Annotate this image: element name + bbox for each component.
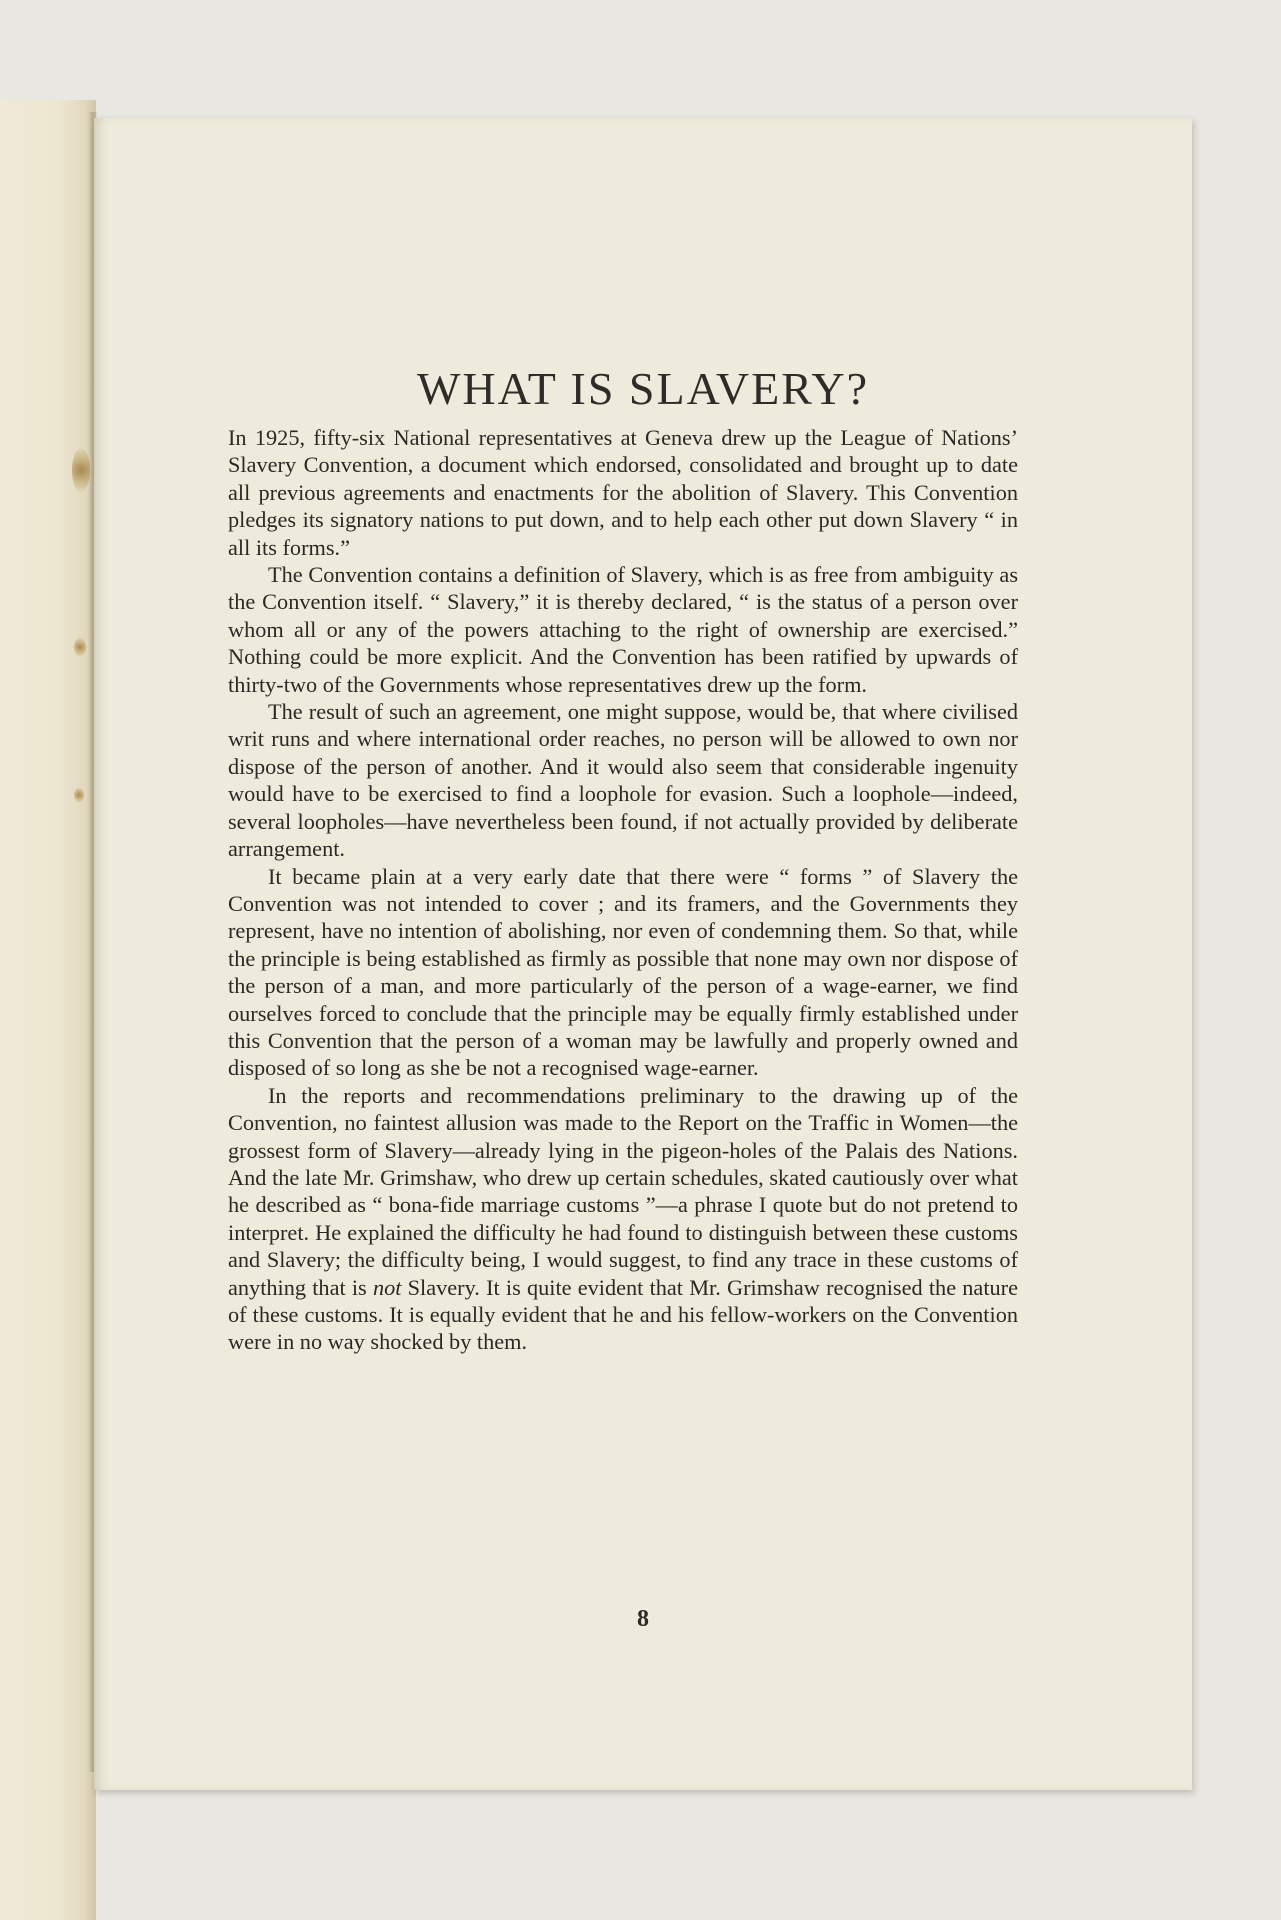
paragraph-text: Slavery. It is quite evident that Mr. Grimshaw recognised the nature of these customs. It is equally evident that he and his fellow-workers on the Convention were in no way shocked by them. <box>228 1274 1018 1355</box>
rust-stain <box>74 788 84 802</box>
emphasis-text: not <box>372 1274 402 1300</box>
body-text <box>228 424 1018 1356</box>
paragraph-text: In the reports and recommendations preliminary to the drawing up of the Convention, no faintest allusion was made to the Report on the Traffic in Women—the grossest form of Slavery—already lying in the pigeon-holes of the Palais des Nations. And the late Mr. Grimshaw, who drew up certain schedules, skated cautiously over what he described as “ bona-fide marriage customs ”—a phrase I quote but do not pretend to interpret. He explained the difficulty he had found to distinguish between these customs and Slavery; the difficulty being, I would suggest, to find any trace in these customs of anything that is <box>228 1082 1018 1300</box>
rust-stain <box>74 638 86 656</box>
page-number: 8 <box>637 1606 649 1632</box>
paragraph <box>228 1082 1018 1356</box>
page-title: WHAT IS SLAVERY? <box>417 363 869 414</box>
paragraph: The result of such an agreement, one might suppose, would be, that where civilised writ runs and where international order reaches, no person will be allowed to own nor dispose of the person of another. And it would also seem that considerable ingenuity would have to be exercised to find a loophole for evasion. Such a loophole—indeed, several loopholes—have nevertheless been found, if not actually provided by deliberate arrangement. <box>228 699 1018 862</box>
paragraph: It became plain at a very early date that there were “ forms ” of Slavery the Convention was not intended to cover ; and its framers, and the Governments they represent, have no intention of abolishing, nor even of condemning them. So that, while the principle is being established as firmly as possible that none may own nor dispose of the person of a man, and more particularly of the person of a wage-earner, we find ourselves forced to conclude that the principle may be equally firmly established under this Convention that the person of a woman may be lawfully and properly owned and disposed of so long as she be not a recognised wage-earner. <box>228 863 1018 1081</box>
paragraph: The Convention contains a definition of Slavery, which is as free from ambiguity as the Convention itself. “ Slavery,” it is thereby declared, “ is the status of a person over whom all or any of the powers attaching to the right of ownership are exercised.” Nothing could be more explicit. And the Convention has been ratified by upwards of thirty-two of the Governments whose representatives drew up the form. <box>228 562 1018 697</box>
paragraph: In 1925, fifty-six National representatives at Geneva drew up the League of Nations’ Slavery Convention, a document which endorsed, consolidated and brought up to date all previous agreements and enactments for the abolition of Slavery. This Convention pledges its signatory nations to put down, and to help each other put down Slavery “ in all its forms.” <box>228 425 1018 560</box>
left-page-edge <box>0 100 96 1920</box>
document-page <box>94 118 1192 1790</box>
rust-stain <box>72 448 90 492</box>
